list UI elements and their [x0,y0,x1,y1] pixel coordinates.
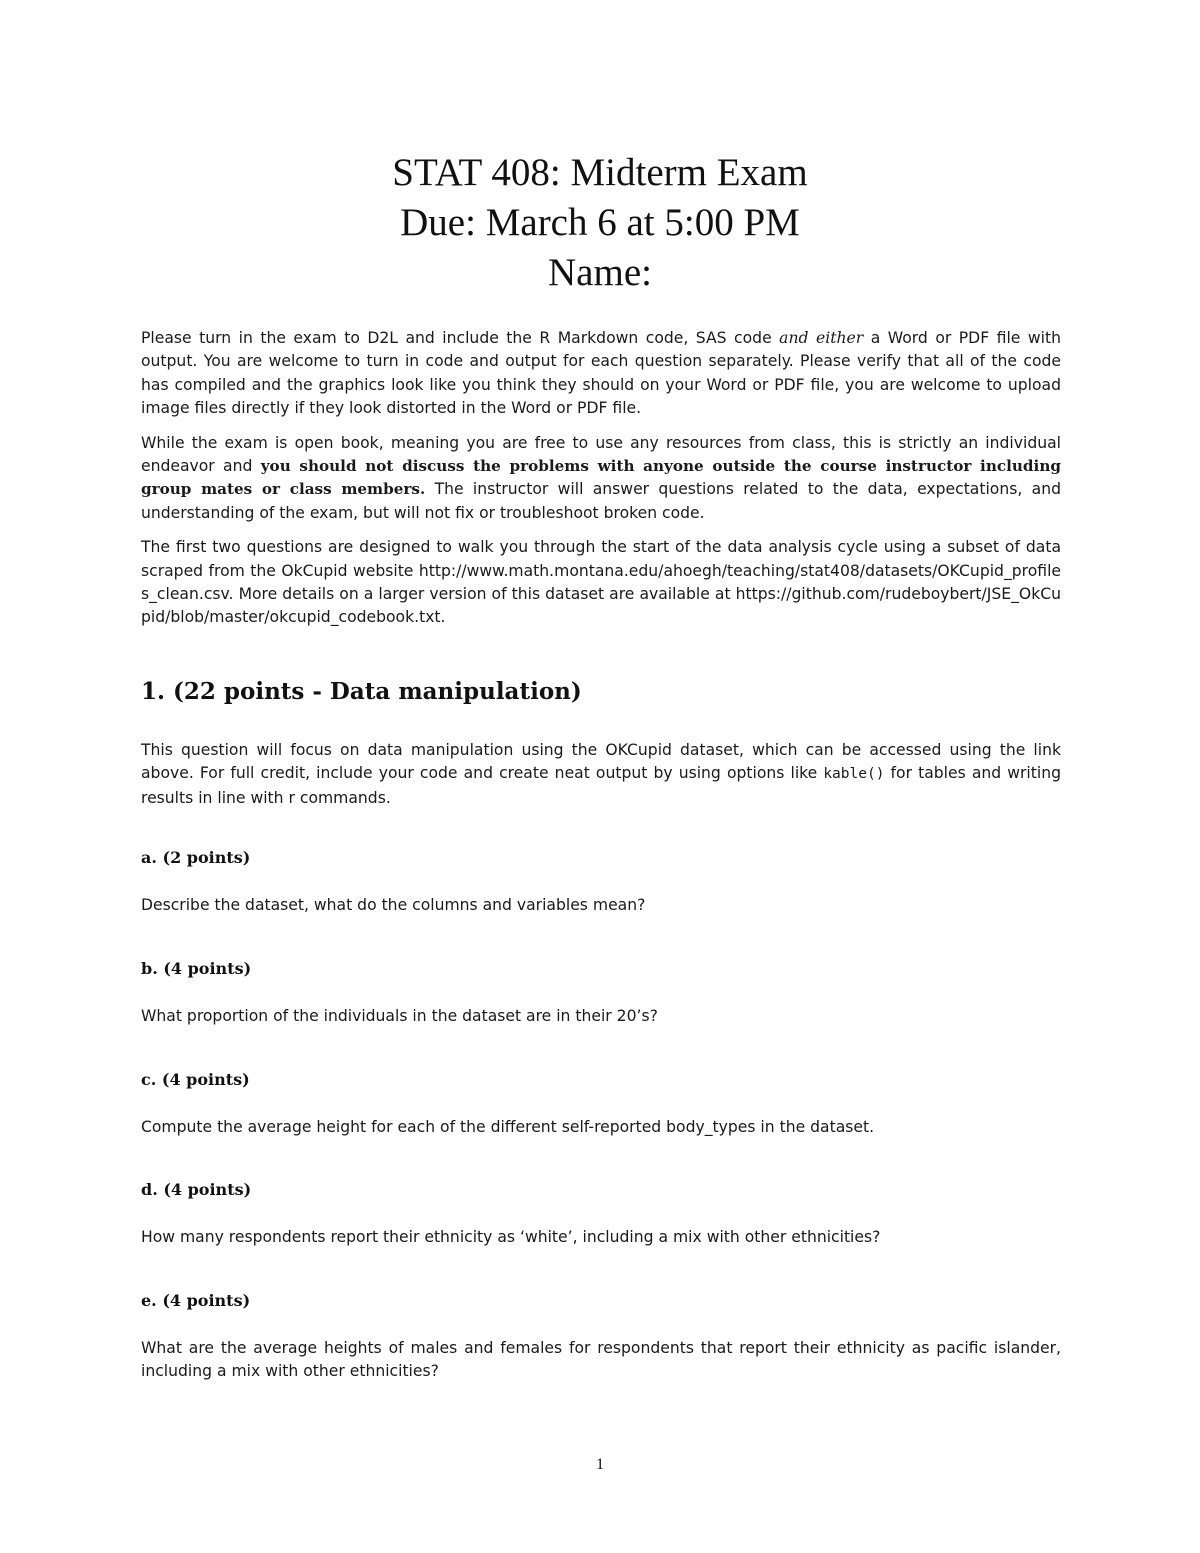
question-e [141,1289,1061,1384]
instructions [141,327,1061,630]
question-a-text: Describe the dataset, what do the columns and variables mean? [141,896,646,914]
kable-code: kable() [823,766,885,783]
exam-title-block [0,148,1200,298]
instructions-paragraph-policy: While the exam is open book, meaning you are free to use any resources from class, this is strictly an individual endeavor and you should not discuss the problems with anyone outside the course instructor including group mates or class members. The instructor will answer questions related to the data, expectations, and understanding of the exam, but will not fix or troubleshoot broken code. [141,433,1061,522]
question-b [141,957,1061,1028]
codebook-link[interactable]: https://github.com/rudeboybert/JSE_OkCupid/blob/master/okcupid_codebook.txt [141,585,1061,627]
question-c [141,1068,1061,1139]
question-c-text: Compute the average height for each of the different self-reported body_types in the dataset. [141,1118,875,1136]
emphasis-and-either: and either [779,329,864,347]
section-1-intro: This question will focus on data manipulation using the OKCupid dataset, which can be accessed using the link above. For full credit, include your code and create neat output by using options like kable() for tables and writing results in line with r commands. [141,741,1061,807]
question-d-text: How many respondents report their ethnicity as ‘white’, including a mix with other ethnicities? [141,1228,881,1246]
name-label: Name: [548,251,652,294]
question-e-heading: e. (4 points) [141,1291,251,1310]
exam-due-date: Due: March 6 at 5:00 PM [400,201,800,244]
question-c-heading: c. (4 points) [141,1070,250,1089]
question-e-text: What are the average heights of males and females for respondents that report their ethnicity as pacific islander, including a mix with other ethnicities? [141,1339,1061,1381]
question-d [141,1178,1061,1249]
question-b-heading: b. (4 points) [141,959,252,978]
section-1-heading: 1. (22 points - Data manipulation) [141,678,582,705]
instructions-paragraph-dataset: The first two questions are designed to walk you through the start of the data analysis cycle using a subset of data scraped from the OkCupid website http://www.math.montana.edu/ahoegh/teaching/stat408/datasets/OKCupid_profiles_clean.csv. More details on a larger version of this dataset are available at https://github.com/rudeboybert/JSE_OkCupid/blob/master/okcupid_codebook.txt. [141,538,1061,627]
question-a [141,846,1061,917]
question-a-heading: a. (2 points) [141,848,251,867]
question-d-heading: d. (4 points) [141,1180,252,1199]
page-number: 1 [596,1456,604,1473]
question-b-text: What proportion of the individuals in the dataset are in their 20’s? [141,1007,658,1025]
dataset-link[interactable]: http://www.math.montana.edu/ahoegh/teaching/stat408/datasets/OKCupid_profiles_clean.csv [141,561,1061,604]
policy-warning: you should not discuss the problems with anyone outside the course instructor including group mates or class members. [141,457,1061,499]
instructions-paragraph-submission: Please turn in the exam to D2L and include the R Markdown code, SAS code and either a Word or PDF file with output. You are welcome to turn in code and output for each question separately. Please verify that all of the code has compiled and the graphics look like you think they should on your Word or PDF file, you are welcome to upload image files directly if they look distorted in the Word or PDF file. [141,329,1061,418]
exam-title: STAT 408: Midterm Exam [392,151,808,194]
